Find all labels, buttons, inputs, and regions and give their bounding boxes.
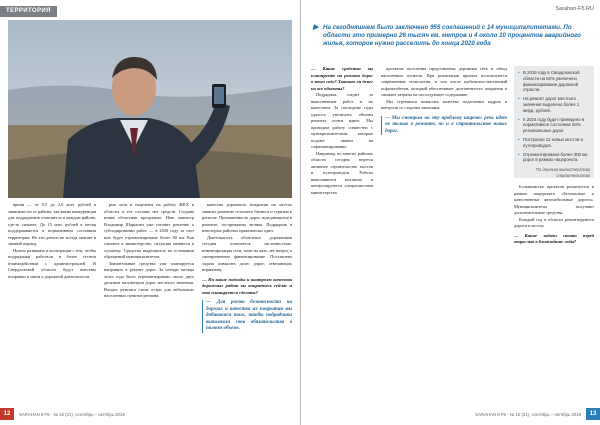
interview-question: — Какие средства вы планируете на ремонт дорог в этом году? Хватит ли денег на все объекты?: [311, 66, 373, 91]
left-footer: [0, 408, 125, 420]
info-list: [518, 70, 590, 163]
right-footer: [475, 408, 600, 420]
paragraph: Большинство проектов реализуется в рамках нацпроекта «Безопасные и качественные автомобильные дороги». Муниципалитеты получают дополнительные средства.: [514, 184, 594, 215]
paragraph: рые хотя и нацелены на работу ЖКХ в области, в тех случаях нет средств. Создана новая областная программа. Наш министр Владимир Шарыгин уже готовит решение о субсидировании работ — в 2020 году за счет них будет отремонтировано более 80 км. Как считают в министерстве, ситуация меняется к лучшему. Средства выделяются на основании обращений муниципалитетов.: [104, 202, 194, 259]
paragraph: Мы стремимся повысить качество подготовки кадров и контроля со стороны заказчика.: [381, 98, 507, 110]
footer-issue-info: SARAHAN 8 F5 · № 10 (21), сентябрь – октябрь 2019: [475, 411, 581, 417]
footer-issue-info: SARAHAN 8 F5 · № 10 (21), сентябрь – октябрь 2019: [19, 411, 125, 417]
info-item: • На ремонт дорог местного значения выделено более 1 млрд. рублей.: [518, 96, 590, 113]
paragraph: Каждый год в области ремонтируются дороги и мосты.: [514, 216, 594, 228]
paragraph: Подрядчик следит за выполнением работ и их качеством. За последние годы удалось увеличить объемы ремонта почти вдвое. Мы проводим работу совместно с муниципалитетами, которые подают заявки на софинансирование.: [311, 92, 373, 149]
pull-quote: — Мы смотрим на эту проблему широко: речь идет не только о ремонте, но и о строительстве новых дорог.: [381, 116, 507, 136]
right-page: [300, 0, 600, 425]
paragraph: Например, во многих районах области сегодня ведется активное строительство мостов и путепроводов. Работы выполняются поэтапно и контролируются специалистами министерства.: [311, 150, 373, 195]
portrait-photo-image: [8, 20, 292, 198]
interview-question: — На какие подходы к контролю качества дорожных работ вы опираетесь сейчас и что планируется сделать?: [202, 276, 292, 295]
pull-quote: — Для роста безопасности на дорогах и качества их покрытия мы добиваемся того, чтобы подрядчики выполняли свои обязательства в полном объеме.: [202, 300, 292, 333]
left-column-2: [104, 202, 194, 407]
info-box: [514, 66, 594, 178]
paragraph: проектом поселения представлены дорожная сеть и обход населенных пунктов. При реализации проекта используются современные технологии, в том числе щебеночно-мастичный асфальтобетон, который обеспечивает долговечность покрытия и снижает затраты на последующее содержание.: [381, 66, 507, 97]
right-column-2: [381, 66, 507, 406]
info-source: По данным министерства строительства: [535, 167, 590, 178]
info-item: • Отремонтировано более 300 км. дорог в рамках нацпроекта.: [518, 152, 590, 164]
right-column-1: [311, 66, 373, 406]
info-item: • В 2019 году в Свердловской области на 62% увеличено финансирование дорожной отрасли.: [518, 70, 590, 93]
lede-text: На сегодняшнем было заключено 955 соглашений с 14 муниципалитетами. По области это примерно 26 тысяч км. метров и 4 около 10 процентов аварийного жилья, которое нужно расселить до конца 2020 года: [323, 24, 581, 47]
interview-photo: [8, 20, 292, 198]
info-item: • Построено 12 новых мостов и путепроводов.: [518, 137, 590, 149]
page-number: 13: [586, 408, 600, 420]
lede-block: [313, 24, 593, 48]
page-number: 12: [0, 408, 14, 420]
left-column-3: [202, 202, 292, 407]
interview-question: — Какие задачи стоят перед отраслью в ближайшие годы?: [514, 232, 594, 244]
section-tag: ТЕРРИТОРИЯ: [0, 6, 57, 17]
paragraph: качества дорожного покрытия на местах зависит развитие сельского бизнеса и туризма в регионе. Протяженность дорог, нуждающихся в ремонте, по-прежнему велика. Подрядчик в некоторых районах практически один.: [202, 202, 292, 233]
site-url: Sarahan-F5.RU: [555, 6, 594, 12]
paragraph: время — от 0,5 до 2,6 млн. рублей в зависимости от района, так какие конкуренция для подрядчиков отличается в каждом районе, где-то сильнее. До 15 млн. рублей в месяц поддерживается в нормативном состоянии территория. Но эти деньги не всегда хватает в зимний период.: [8, 202, 96, 246]
paragraph: Нужно развивать в кооперации с тем, чтобы подрядчики работали в более тесном взаимодействии с администрацией. В Свердловской области будут внесены поправки в закон о дорожной деятельности.: [8, 247, 96, 279]
right-column-3: [514, 184, 594, 406]
arrow-icon: ▶: [313, 24, 319, 31]
paragraph: Значительные средства уже планируется направить в ремонт дорог. За четыре месяца этого года было отремонтировано около двух десятков километров дорог местного значения. Вопрос ремонта стоит остро для небольших населенных пунктов региона.: [104, 260, 194, 298]
paragraph: Деятельность областных дорожников сегодня отличается системностью: инвентаризация сети, план на пять лет вперед и своевременное финансирование. Поставлена задача повысить долю дорог, отвечающих нормативу.: [202, 234, 292, 272]
info-item: • К 2024 году будет приведено в нормативное состояние 50% региональных дорог.: [518, 117, 590, 134]
left-column-1: [8, 202, 96, 407]
